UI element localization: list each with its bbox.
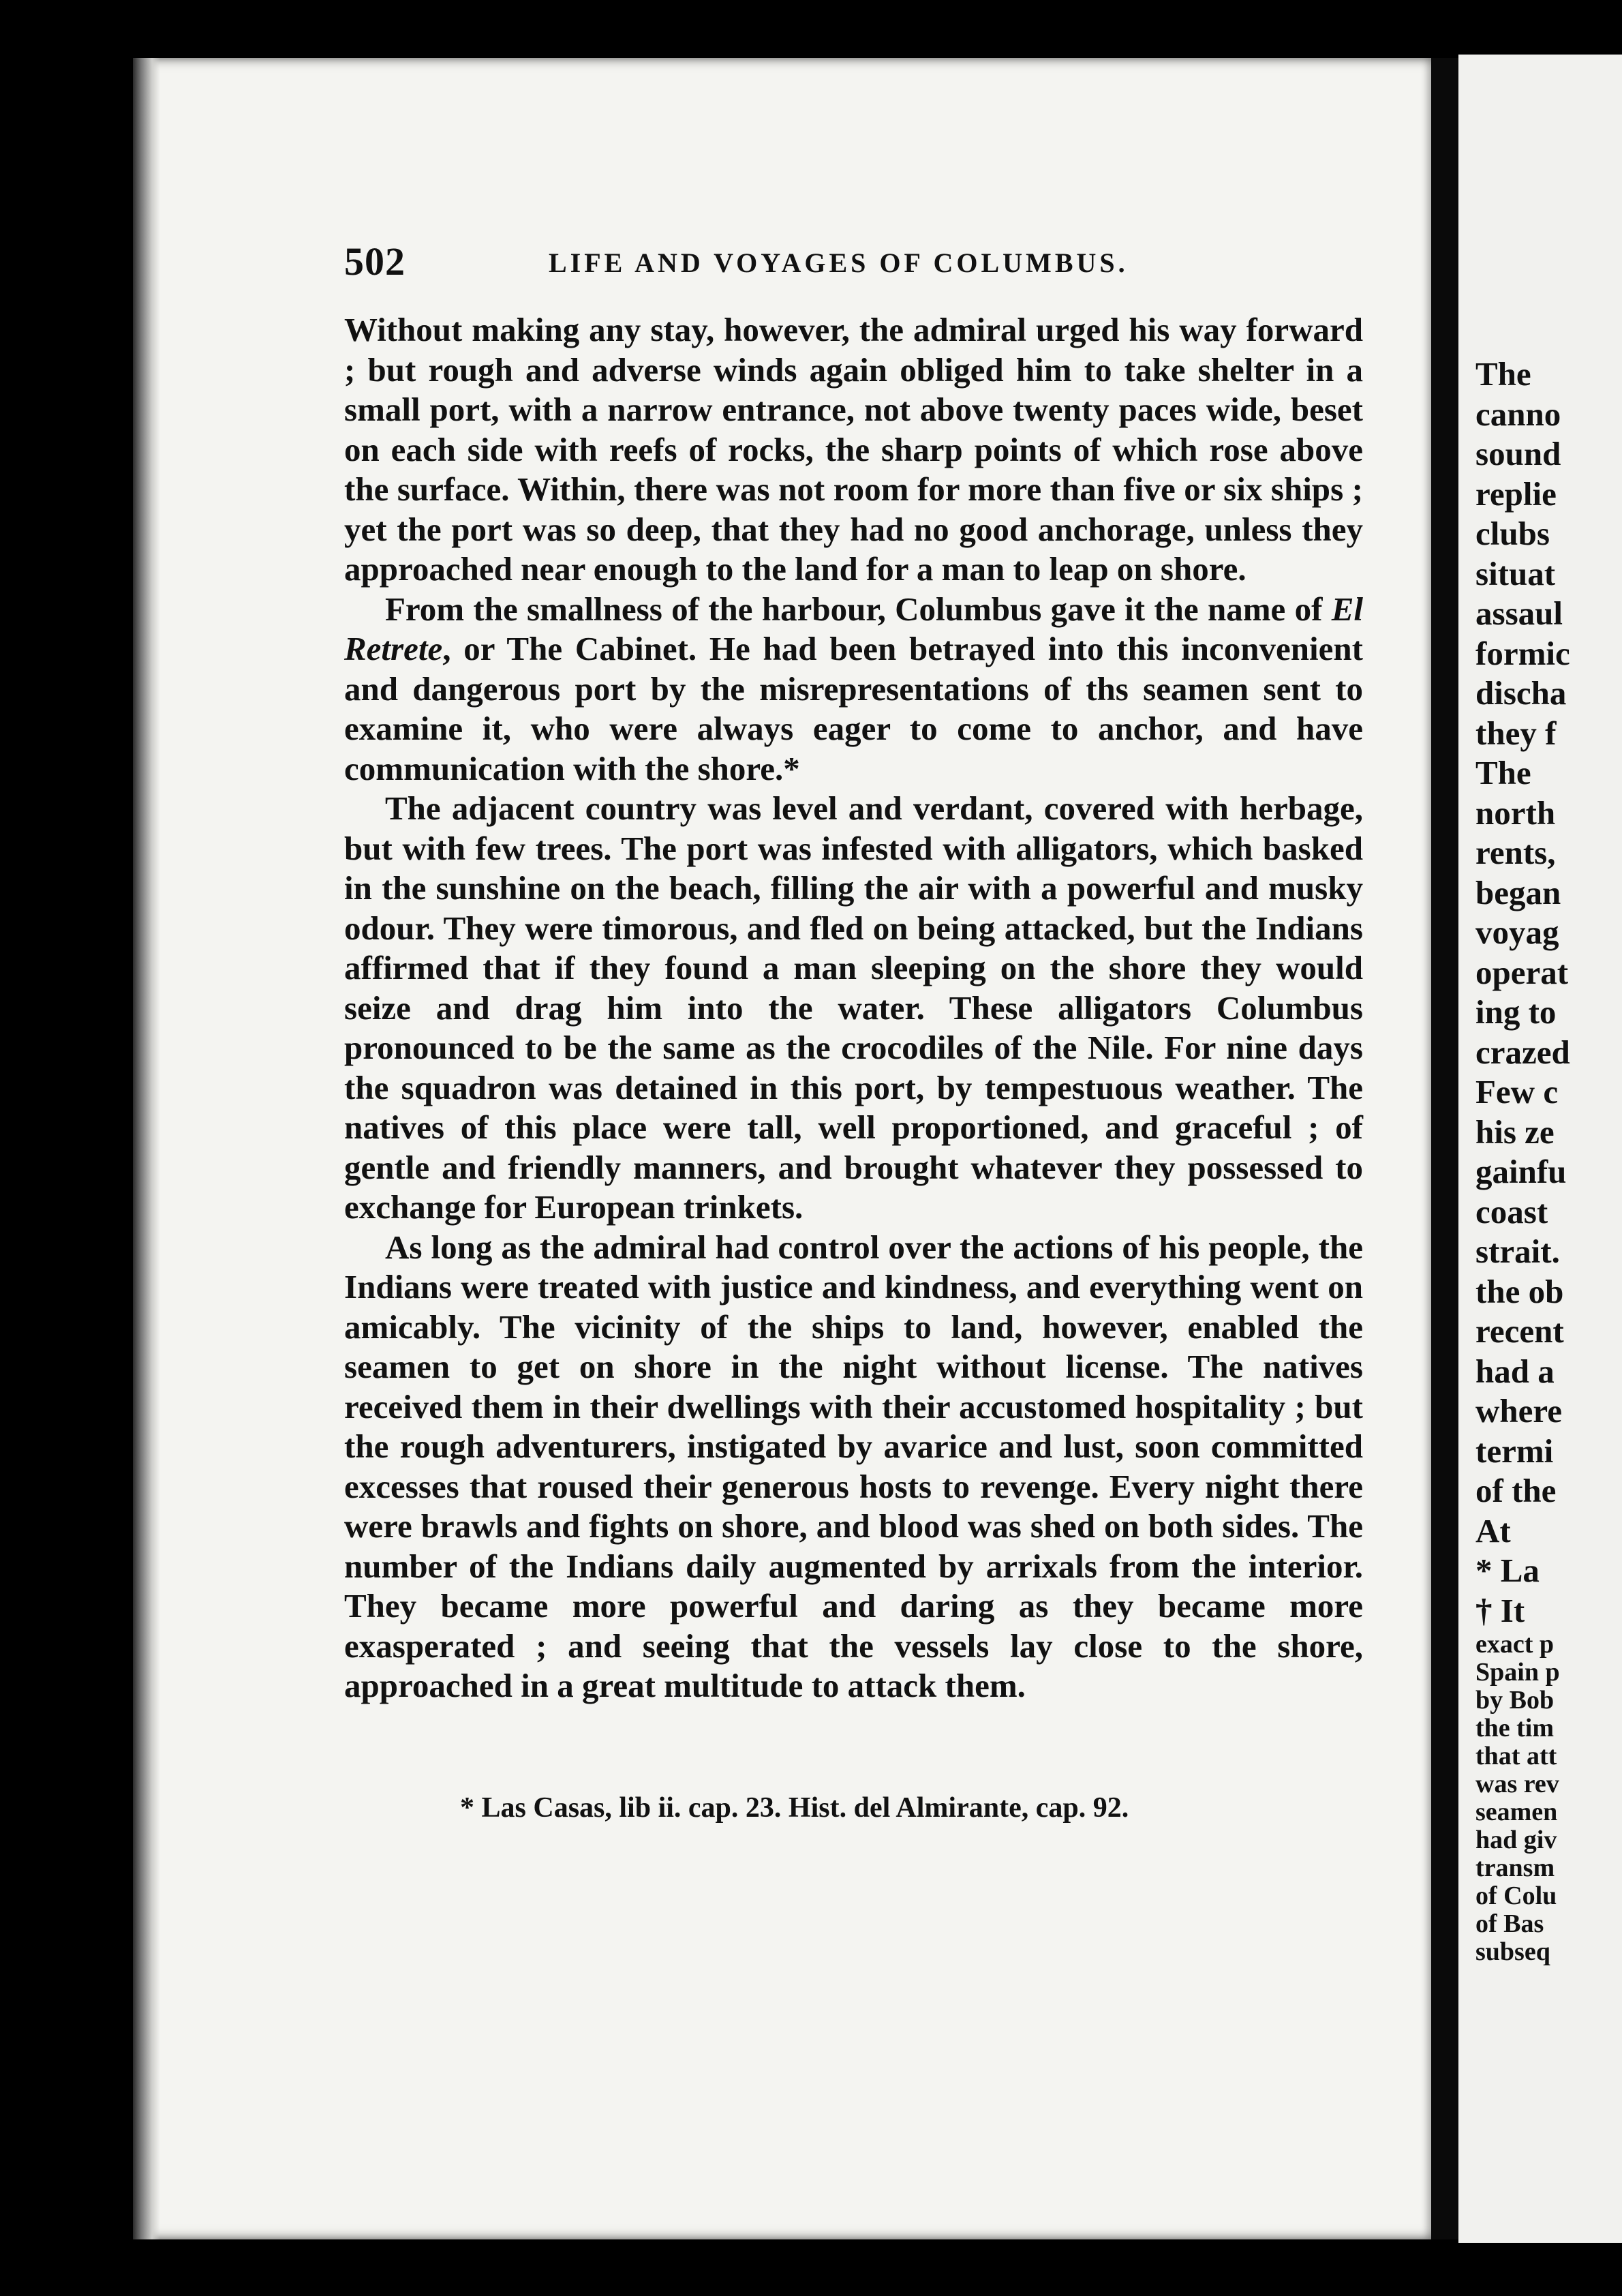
facing-page-line: situat bbox=[1475, 554, 1556, 592]
facing-page-footnote-line: of Bas bbox=[1475, 1909, 1544, 1938]
facing-page-footnote-line: that att bbox=[1475, 1742, 1557, 1770]
facing-page-line: where bbox=[1475, 1392, 1562, 1430]
facing-page-line: † It bbox=[1475, 1591, 1525, 1629]
facing-page-line: ing to bbox=[1475, 993, 1557, 1031]
facing-page-footnote-line: had giv bbox=[1475, 1826, 1557, 1854]
facing-page-line: recent bbox=[1475, 1312, 1564, 1350]
page-number: 502 bbox=[344, 239, 406, 284]
paragraph-2-start: From the smallness of the harbour, Columbus gave it the name of bbox=[385, 590, 1332, 628]
facing-page-line: of the bbox=[1475, 1472, 1557, 1509]
paragraph-2 bbox=[344, 590, 1363, 789]
paragraph-3: The adjacent country was level and verdant, covered with herbage, but with few trees. The port was infested with alligators, which basked in the sunshine on the beach, filling the air with a powerful and musky odour. They were timorous, and fled on being attacked, but the Indians affirmed that if they found a man sleeping on the shore they would seize and drag him into the water. These alligators Columbus pronounced to be the same as the crocodiles of the Nile. For nine days the squadron was detained in this port, by tempestuous weather. The natives of this place were tall, well proportioned, and graceful ; of gentle and friendly manners, and brought whatever they possessed to exchange for European trinkets. bbox=[344, 789, 1363, 1226]
facing-page bbox=[1458, 55, 1622, 2243]
footnote: * Las Casas, lib ii. cap. 23. Hist. del Almirante, cap. 92. bbox=[460, 1792, 1129, 1824]
facing-page-line: The bbox=[1475, 355, 1531, 393]
facing-page-line: discha bbox=[1475, 674, 1567, 712]
facing-page-line: Few c bbox=[1475, 1073, 1559, 1111]
facing-page-line: clubs bbox=[1475, 515, 1550, 552]
paragraph-4: As long as the admiral had control over the actions of his people, the Indians were treated with justice and kindness, and everything went on amicably. The vicinity of the ships to land, however, enabled the seamen to get on shore in the night without license. The natives received them in their dwellings with their accustomed hospitality ; but the rough adventurers, instigated by avarice and lust, soon committed excesses that roused their generous hosts to revenge. Every night there were brawls and fights on shore, and blood was shed on both sides. The number of the Indians daily augmented by arrixals from the interior. They became more powerful and daring as they became more exasperated ; and seeing that the vessels lay close to the shore, approached in a great multitude to attack them. bbox=[344, 1228, 1363, 1704]
paragraph-1: Without making any stay, however, the admiral urged his way forward ; but rough and adverse winds again obliged him to take shelter in a small port, with a narrow entrance, not above twenty paces wide, beset on each side with reefs of rocks, the sharp points of which rose above the surface. Within, there was not room for more than five or six ships ; yet the port was so deep, that they had no good anchorage, unless they approached near enough to the land for a man to leap on shore. bbox=[344, 311, 1363, 588]
facing-page-line: rents, bbox=[1475, 834, 1556, 871]
facing-page-line: they f bbox=[1475, 714, 1557, 752]
facing-page-footnote-line: exact p bbox=[1475, 1630, 1555, 1659]
body-text bbox=[344, 310, 1363, 1706]
facing-page-line: assaul bbox=[1475, 594, 1563, 632]
facing-page-line: strait. bbox=[1475, 1233, 1560, 1270]
facing-page-line: canno bbox=[1475, 395, 1561, 433]
facing-page-footnote-line: transm bbox=[1475, 1854, 1555, 1882]
facing-page-footnote-line: Spain p bbox=[1475, 1658, 1560, 1687]
facing-page-line: coast bbox=[1475, 1192, 1548, 1230]
facing-page-line: termi bbox=[1475, 1432, 1554, 1470]
facing-page-line: north bbox=[1475, 794, 1556, 832]
facing-page-line: formic bbox=[1475, 634, 1570, 672]
el-retrete-italic: El Retrete bbox=[344, 590, 1363, 667]
facing-page-footnote-line: was rev bbox=[1475, 1770, 1559, 1798]
facing-page-line: his ze bbox=[1475, 1113, 1555, 1151]
facing-page-line: operat bbox=[1475, 953, 1569, 991]
facing-page-footnote-line: subseq bbox=[1475, 1937, 1550, 1966]
facing-page-line: The bbox=[1475, 754, 1531, 791]
facing-page-line: replie bbox=[1475, 474, 1557, 513]
facing-page-line: had a bbox=[1475, 1352, 1555, 1390]
facing-page-text bbox=[1475, 354, 1622, 1966]
facing-page-line: the ob bbox=[1475, 1272, 1564, 1310]
running-head: LIFE AND VOYAGES OF COLUMBUS. bbox=[549, 247, 1129, 278]
facing-page-footnote-line: seamen bbox=[1475, 1798, 1558, 1826]
facing-page-footnote-line: the tim bbox=[1475, 1714, 1555, 1742]
facing-page-line: At bbox=[1475, 1511, 1511, 1550]
facing-page-line: gainfu bbox=[1475, 1153, 1567, 1190]
paragraph-2-end: , or The Cabinet. He had been betrayed into this inconvenient and dangerous port by the misrepresentations of ths seamen sent to examine it, who were always eager to come to anchor, and have communication with the shore.* bbox=[344, 630, 1363, 787]
facing-page-line: sound bbox=[1475, 435, 1561, 472]
facing-page-line: voyag bbox=[1475, 913, 1559, 951]
page-header bbox=[344, 239, 1373, 286]
facing-page-footnote-line: of Colu bbox=[1475, 1882, 1557, 1910]
facing-page-line: crazed bbox=[1475, 1033, 1570, 1071]
page-gutter bbox=[1431, 58, 1458, 2239]
facing-page-footnote-line: by Bob bbox=[1475, 1686, 1555, 1715]
facing-page-line: began bbox=[1475, 873, 1561, 911]
facing-page-line: * La bbox=[1475, 1552, 1540, 1589]
